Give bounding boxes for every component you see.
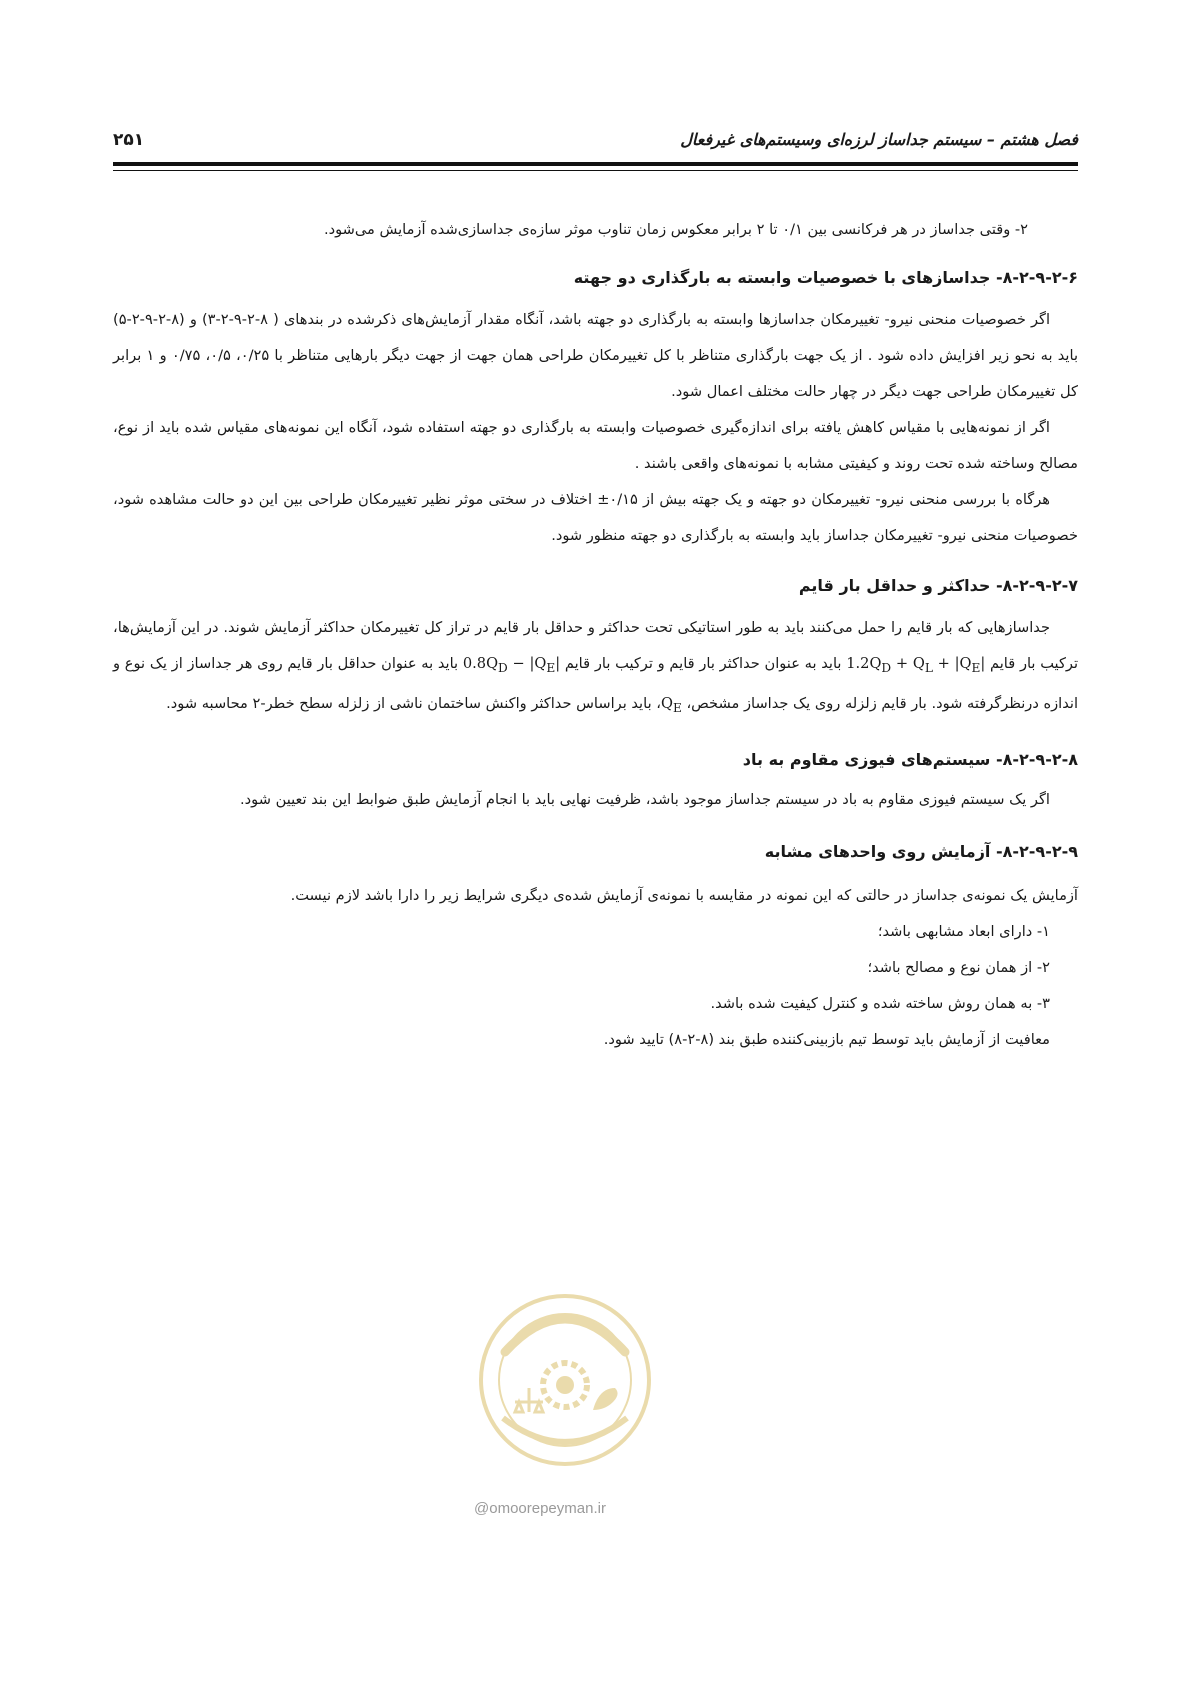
- list-item: ۱- دارای ابعاد مشابهی باشد؛: [877, 922, 1050, 940]
- section-heading-vertical-load: ۸-۲-۹-۲-۷- حداکثر و حداقل بار قایم: [798, 576, 1078, 595]
- header-rule-thin: [113, 170, 1078, 171]
- page-body: [113, 212, 1078, 1058]
- paragraph-text: ، باید براساس حداکثر واکنش ساختمان ناشی از زلزله سطح خطر-۲ محاسبه شود.: [166, 694, 661, 712]
- formula-max-load: $1.2Q_D + Q_L + |Q_E|$: [846, 655, 986, 675]
- gear-hub-icon: [556, 1376, 574, 1394]
- list-item: ۳- به همان روش ساخته شده و کنترل کیفیت شده باشد.: [710, 994, 1050, 1012]
- list-item: ۲- از همان نوع و مصالح باشد؛: [867, 958, 1050, 976]
- paragraph: اگر خصوصیات منحنی نیرو- تغییرمکان جداسازها وابسته به بارگذاری دو جهته باشد، آنگاه مقدار آزمایش‌های ذکرشده در بندهای ( ۸-۲-۹-۲-۳) و (۸-۲-۹-۲-۵) باید به نحو زیر افزایش داده شود . از یک جهت بارگذاری متناظر با کل تغییرمکان طراحی همان جهت از جهت دیگر بارهایی متناظر با ۰/۲۵، ۰/۵، ۰/۷۵ و ۱ برابر کل تغییرمکان طراحی جهت دیگر در چهار حالت مختلف اعمال شود.: [113, 311, 1078, 400]
- section-heading-similar-units: ۸-۲-۹-۲-۹- آزمایش روی واحدهای مشابه: [764, 841, 1078, 861]
- seal-top-banner: [505, 1319, 625, 1352]
- paragraph-text: باید به عنوان حداکثر بار قایم و ترکیب بار قایم: [564, 655, 842, 672]
- section-heading-wind-fuse: ۸-۲-۹-۲-۸- سیستم‌های فیوزی مقاوم به باد: [742, 749, 1078, 769]
- paragraph-vertical-load: [113, 610, 1078, 726]
- list-item: ۲- وقتی جداساز در هر فرکانسی بین ۰/۱ تا ۲ برابر معکوس زمان تناوب موثر سازه‌ی جداسازی‌شده آزمایش می‌شود.: [323, 221, 1028, 238]
- paragraph-text: باید به عنوان حداقل بار قایم روی هر جداساز از یک نوع و اندازه درنظرگرفته شود. بار قایم زلزله روی یک جداساز مشخص،: [113, 655, 1078, 712]
- watermark-url: @omoorepeyman.ir: [474, 1500, 606, 1517]
- watermark-seal: [475, 1290, 655, 1490]
- page-number: ۲۵۱: [113, 130, 145, 150]
- list-item: معافیت از آزمایش باید توسط تیم بازبینی‌کننده طبق بند (۸-۲-۸) تایید شود.: [603, 1030, 1050, 1048]
- laurel-icon: [503, 1418, 627, 1442]
- header-rule-thick: [113, 162, 1078, 166]
- paragraph: اگر یک سیستم فیوزی مقاوم به باد در سیستم جداساز موجود باشد، ظرفیت نهایی باید با انجام آزمایش طبق ضوابط این بند تعیین شود.: [240, 790, 1050, 808]
- formula-min-load: $0.8Q_D - |Q_E|$: [462, 655, 561, 675]
- hand-icon: [593, 1388, 618, 1410]
- paragraph: هرگاه با بررسی منحنی نیرو- تغییرمکان دو جهته و یک جهته بیش از ‎±۰/۱۵ اختلاف در سختی موثر نظیر تغییرمکان طراحی بین این دو حالت مشاهده شود، خصوصیات منحنی نیرو- تغییرمکان جداساز باید وابسته به بارگذاری دو جهته منظور شود.: [113, 491, 1078, 544]
- running-header: [113, 128, 1078, 162]
- paragraph: اگر از نمونه‌هایی با مقیاس کاهش یافته برای اندازه‌گیری خصوصیات وابسته به بارگذاری دو جهته استفاده شود، آنگاه این نمونه‌های مقیاس شده باید از نوع، مصالح وساخته شده تحت روند و کیفیتی مشابه با نمونه‌های واقعی باشند .: [113, 419, 1078, 472]
- symbol-qe: $Q_E$: [660, 694, 682, 715]
- scales-icon: [515, 1388, 543, 1412]
- section-heading-bidirectional: ۸-۲-۹-۲-۶- جداسازهای با خصوصیات وابسته به بارگذاری دو جهته: [573, 268, 1078, 287]
- paragraph: آزمایش یک نمونه‌ی جداساز در حالتی که این نمونه در مقایسه با نمونه‌ی آزمایش شده‌ی دیگری شرایط زیر را دارا باشد لازم نیست.: [290, 886, 1078, 904]
- paragraph-text: جداسازهایی که بار قایم را حمل می‌کنند باید به طور استاتیکی تحت حداکثر و حداقل بار قایم در تراز کل تغییرمکان حداکثر آزمایش شوند. در این آزمایش‌ها، ترکیب بار قایم: [113, 619, 1079, 672]
- chapter-title: فصل هشتم – سیستم جداساز لرزه‌ای وسیستم‌های غیرفعال: [680, 130, 1078, 149]
